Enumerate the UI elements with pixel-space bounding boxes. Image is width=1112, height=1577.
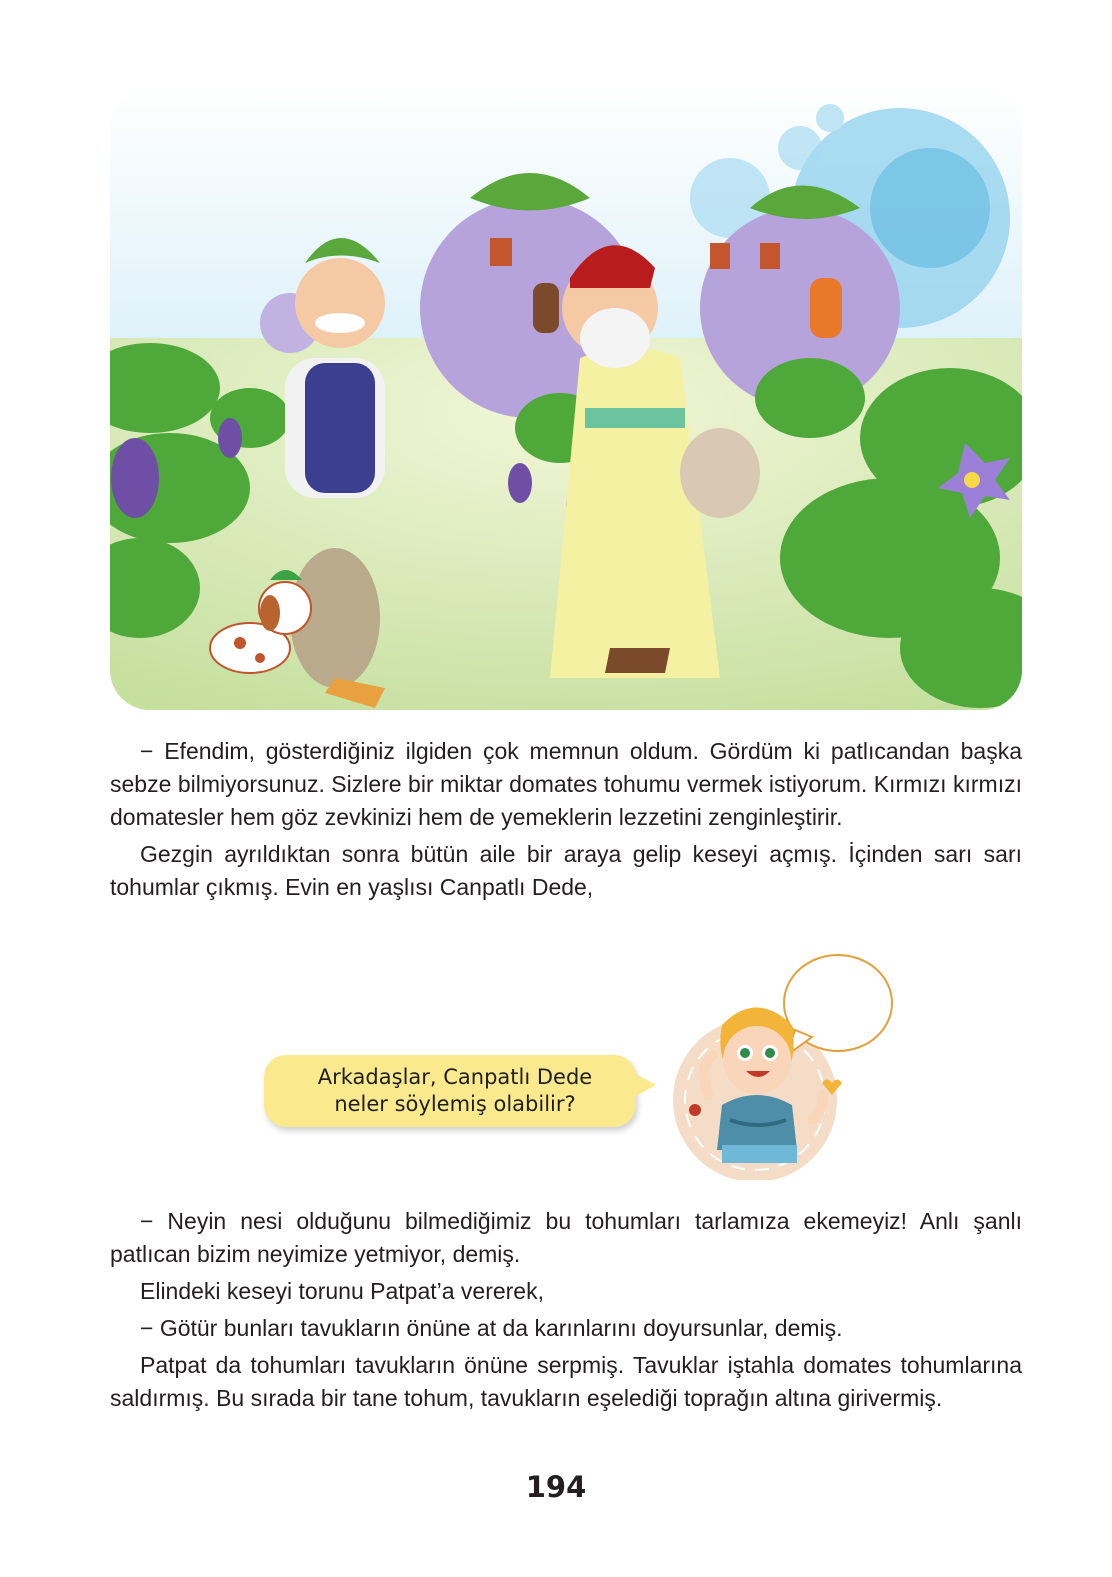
paragraph: Elindeki keseyi torunu Patpat’a vererek, xyxy=(140,1278,544,1304)
bubble-tail xyxy=(634,1073,656,1097)
girl-with-thought-bubble-icon xyxy=(660,945,900,1180)
page-number: 194 xyxy=(525,1470,587,1504)
paragraph: − Efendim, gösterdiğiniz ilgiden çok memnun oldum. Gördüm ki patlıcandan başka sebze bilmiyorsunuz. Sizlere bir miktar domates tohumu vermek istiyorum. Kırmızı kırmızı domatesler hem göz zevkinizi hem de yemeklerin lezzetini zenginleştirir. xyxy=(110,738,1022,830)
paragraph: − Neyin nesi olduğunu bilmediğimiz bu tohumları tarlamıza ekemeyiz! Anlı şanlı patlıcan bizim neyimize yetmiyor, demiş. xyxy=(110,1208,1022,1267)
story-illustration xyxy=(110,88,1022,710)
story-text-top xyxy=(110,735,1022,908)
paragraph: Patpat da tohumları tavukların önüne serpmiş. Tavuklar iştahla domates tohumlarına saldırmış. Bu sırada bir tane tohum, tavukların eşelediği toprağın altına girivermiş. xyxy=(110,1352,1022,1411)
story-text-bottom xyxy=(110,1205,1022,1419)
discussion-prompt-bubble xyxy=(264,1055,636,1127)
paragraph: − Götür bunları tavukların önüne at da karınlarını doyursunlar, demiş. xyxy=(140,1315,843,1341)
paragraph: Gezgin ayrıldıktan sonra bütün aile bir araya gelip keseyi açmış. İçinden sarı sarı tohumlar çıkmış. Evin en yaşlısı Canpatlı Dede, xyxy=(110,841,1022,900)
prompt-line: Arkadaşlar, Canpatlı Dede xyxy=(317,1065,593,1089)
eggplant-village-scene-icon xyxy=(110,88,1022,710)
prompt-line: neler söylemiş olabilir? xyxy=(334,1092,576,1116)
